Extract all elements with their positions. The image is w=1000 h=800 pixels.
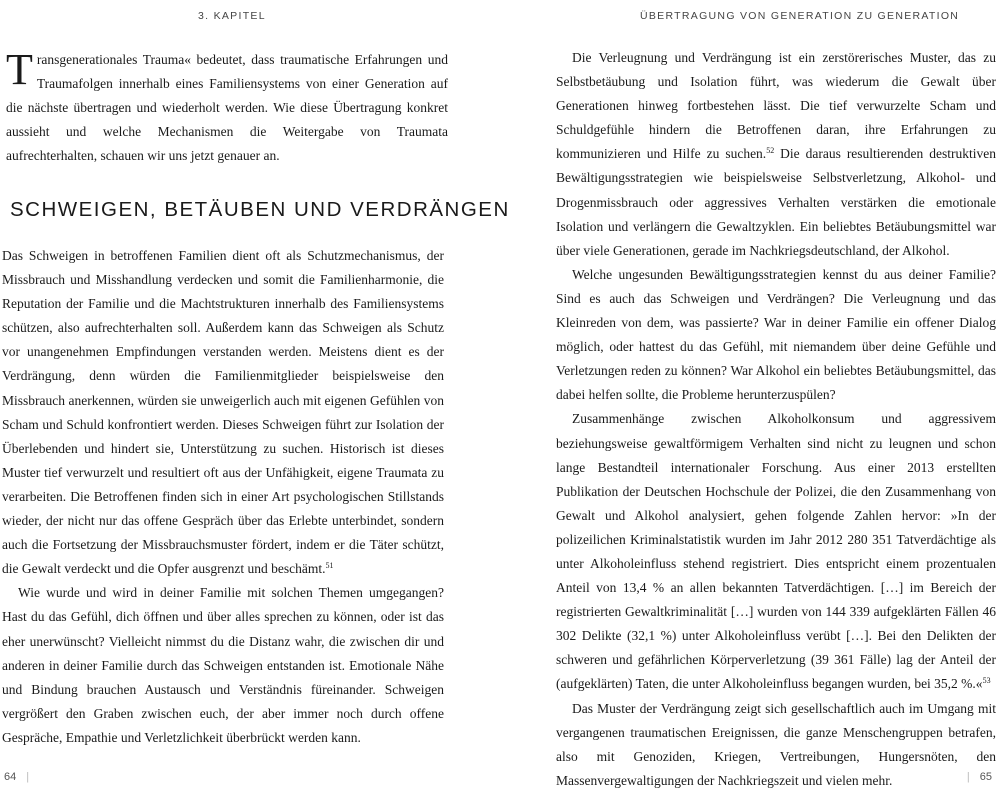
right-page bbox=[500, 0, 1000, 800]
running-head-title: ÜBERTRAGUNG VON GENERATION ZU GENERATION bbox=[640, 10, 960, 22]
left-body-text bbox=[2, 244, 444, 750]
paragraph: Welche ungesunden Bewältigungsstrategien kennst du aus deiner Familie? Sind es auch das Schweigen und Verdrängen? Die Verleugnung und das Kleinreden von dem, was passierte? War in deiner Familie ein offener Dialog möglich, oder hattest du das Gefühl, mit niemandem über deine Gefühle und Verletzungen reden zu können? War Alkohol ein beliebtes Betäubungsmittel, das dabei helfen sollte, die Probleme herunterzuspülen? bbox=[556, 266, 996, 403]
drop-cap: T bbox=[6, 45, 33, 94]
footnote-ref: 51 bbox=[325, 561, 334, 571]
paragraph: Das Muster der Verdrängung zeigt sich gesellschaftlich auch im Umgang mit vergangenen traumatischen Ereignissen, die ganze Menschengruppen betrafen, also mit Genoziden, Kriegen, Vertreibungen, Hungersnöten, den Massenvergewaltigungen der Nachkriegszeit und vielen mehr. bbox=[556, 700, 996, 788]
paragraph: Das Schweigen in betroffenen Familien dient oft als Schutzmechanismus, der Missbrauch und Misshandlung verdecken und somit die Familienharmonie, die Reputation der Familie und die Machtstrukturen innerhalb des Familiensystems schützen, also aufrechterhalten soll. Außerdem kann das Schweigen als Schutz vor unangenehmen Empfindungen verstanden werden. Meistens dient es der Verdrängung, denn würden die Familienmitglieder beispielsweise den Missbrauch anerkennen, würden sie unweigerlich auch mit eigenen Gefühlen von Scham und Schuld konfrontiert werden. Dieses Schweigen führt zur Isolation der Überlebenden und hindert sie, Unterstützung zu suchen. Historisch ist dieses Muster tief verwurzelt und resultiert oft aus der Unfähigkeit, eigene Traumata zu verarbeiten. Die Betroffenen finden sich in einer Art psychologischen Stillstands wieder, der nicht nur das offene Gespräch über das Erlebte unterbindet, sondern auch die Fortsetzung der Missbrauchsmuster fördert, indem er die Täter schützt, die Gewalt verdeckt und die Opfer ausgrenzt und beschämt.$^{51}$ bbox=[2, 248, 444, 577]
running-head-chapter: 3. KAPITEL bbox=[198, 10, 266, 22]
page-number-right: | 65 bbox=[966, 771, 992, 783]
paragraph: Wie wurde und wird in deiner Familie mit solchen Themen umgegangen? Hast du das Gefühl, dich öffnen und über alles sprechen zu können, oder ist das eher unerwünscht? Vielleicht nimmst du die Distanz wahr, die zwischen dir und anderen in deiner Familie durch das Schweigen entstanden ist. Emotionale Nähe und Bindung brauchen Austausch und Verständnis füreinander. Schweigen vergrößert den Graben zwischen euch, der aber immer noch durch offene Gespräche, Empathie und Verletzlichkeit überbrückt werden kann. bbox=[2, 585, 444, 745]
paragraph: Die Verleugnung und Verdrängung ist ein zerstörerisches Muster, das zu Selbstbetäubung und Isolation führt, was wiederum die Gewalt über Generationen hinweg fortbestehen lässt. Die tief verwurzelte Scham und Schuldgefühle hindern die Betroffenen daran, ihre Erfahrungen zu kommunizieren und Hilfe zu suchen.$^{52}$ Die daraus resultierenden destruktiven Bewältigungsstrategien wie beispielsweise Selbstverletzung, Alkohol- und Drogenmissbrauch oder aggressives Verhalten verstärken die emotionale Isolation und verlängern die Gewaltzyklen. Ein beliebtes Betäubungsmittel war über viele Generationen, gerade im Nachkriegsdeutschland, der Alkohol. bbox=[556, 50, 996, 258]
page-number-left: 64 | bbox=[4, 771, 30, 783]
intro-text: ransgenerationales Trauma« bedeutet, dass traumatische Erfahrungen und Traumafolgen innerhalb eines Familiensystems von einer Generation auf die nächste übertragen und wiederholt werden. Wie diese Übertragung konkret aussieht und welche Mechanismen die Weitergabe von Traumata aufrechterhalten, schauen wir uns jetzt genauer an. bbox=[6, 52, 448, 164]
footnote-ref: 53 bbox=[982, 676, 991, 686]
right-body-text bbox=[556, 46, 996, 793]
intro-paragraph bbox=[6, 45, 448, 168]
section-heading: SCHWEIGEN, BETÄUBEN UND VERDRÄNGEN bbox=[10, 198, 510, 221]
footnote-ref: 52 bbox=[766, 146, 775, 156]
paragraph: Zusammenhänge zwischen Alkoholkonsum und aggressivem beziehungsweise gewaltförmigem Verhalten sind nicht zu leugnen und schon lange Bestandteil internationaler Forschung. Aus einer 2013 erstellten Publikation der Deutschen Hochschule der Polizei, die den Zusammenhang von Gewalt und Alkohol analysiert, gehen folgende Zahlen hervor: »In der polizeilichen Kriminalstatistik wurden im Jahr 2012 280 351 Tatverdächtige als unter Alkoholeinfluss stehend registriert. Dies entspricht einem prozentualen Anteil von 13,4 % an allen bekannten Tatverdächtigen. […] im Bereich der registrierten Gewaltkriminalität […] wurden von 144 339 aufgeklärten Fällen 46 302 Delikte (32,1 %) unter Alkoholeinfluss verübt […]. Bei den Delikten der schweren und gefährlichen Körperverletzung (39 361 Fälle) lag der Anteil der (aufgeklärten) Taten, die unter Alkoholeinfluss begangen wurden, bei 35,2 %.«$^{53}$ bbox=[556, 411, 996, 692]
